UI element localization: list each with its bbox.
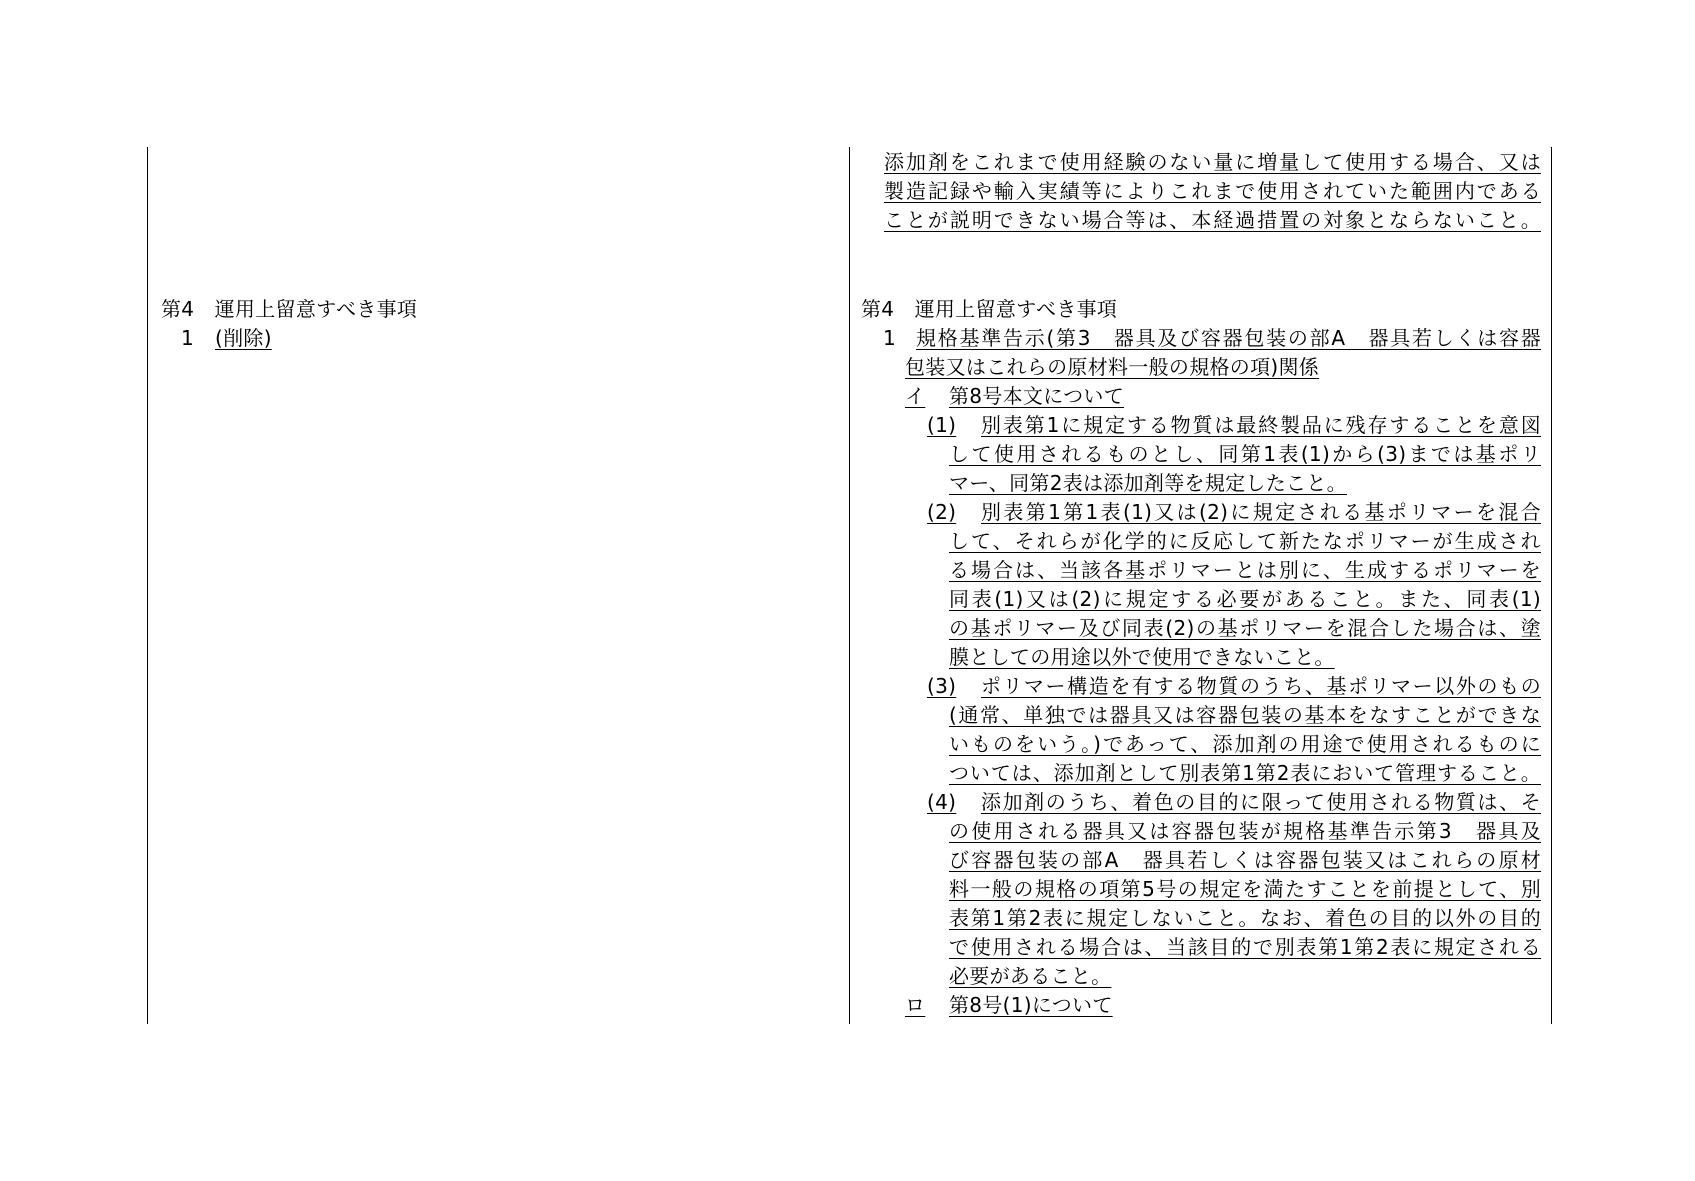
paragraph-line: マー、同第2表は添加剤等を規定したこと。 bbox=[949, 471, 1347, 495]
item-line: 包装又はこれらの原材料一般の規格の項)関係 bbox=[905, 355, 1320, 379]
paragraph-line: 表第1第2表に規定しないこと。なお、着色の目的以外の目的 bbox=[949, 906, 1541, 930]
subsection-label: ロ bbox=[905, 993, 926, 1017]
right-border-line bbox=[1551, 147, 1552, 1024]
item-line: 規格基準告示(第3 器具及び容器包装の部A 器具若しくは容器 bbox=[916, 326, 1541, 350]
paragraph-line: ついては、添加剤として別表第1第2表において管理すること。 bbox=[949, 761, 1541, 785]
paragraph-line: る場合は、当該各基ポリマーとは別に、生成するポリマーを bbox=[949, 558, 1541, 582]
section-heading: 第4 運用上留意すべき事項 bbox=[161, 297, 418, 321]
paragraph-line: して使用されるものとし、同第1表(1)から(3)までは基ポリ bbox=[949, 442, 1541, 466]
paragraph-line: 添加剤のうち、着色の目的に限って使用される物質は、そ bbox=[981, 790, 1541, 814]
paragraph-line: して、それらが化学的に反応して新たなポリマーが生成され bbox=[949, 529, 1541, 553]
item-number: 1 bbox=[883, 326, 897, 350]
subsection-title: 第8号本文について bbox=[949, 384, 1125, 408]
paragraph-line: ことが説明できない場合等は、本経過措置の対象とならないこと。 bbox=[884, 208, 1541, 232]
subsection-label: イ bbox=[905, 384, 926, 408]
paragraph-line: いものをいう。)であって、添加剤の用途で使用されるものに bbox=[949, 732, 1541, 756]
paragraph-line: の基ポリマー及び同表(2)の基ポリマーを混合した場合は、塗 bbox=[949, 616, 1541, 640]
paragraph-line: ポリマー構造を有する物質のうち、基ポリマー以外のもの bbox=[981, 674, 1541, 698]
paragraph-line: 同表(1)又は(2)に規定する必要があること。また、同表(1) bbox=[949, 587, 1541, 611]
paragraph-line: (通常、単独では器具又は容器包装の基本をなすことができな bbox=[949, 703, 1541, 727]
item-number: 1 bbox=[181, 326, 195, 350]
paragraph-line: 膜としての用途以外で使用できないこと。 bbox=[949, 645, 1335, 669]
paragraph-line: 添加剤をこれまで使用経験のない量に増量して使用する場合、又は bbox=[884, 150, 1541, 174]
paragraph-line: 製造記録や輸入実績等によりこれまで使用されていた範囲内である bbox=[884, 179, 1541, 203]
paragraph-label: (4) bbox=[927, 790, 957, 814]
paragraph-line: 別表第1に規定する物質は最終製品に残存することを意図 bbox=[981, 413, 1541, 437]
paragraph-line: で使用される場合は、当該目的で別表第1第2表に規定される bbox=[949, 935, 1541, 959]
paragraph-label: (2) bbox=[927, 500, 957, 524]
left-border-line bbox=[147, 147, 148, 1024]
column-divider-line bbox=[849, 147, 850, 1024]
paragraph-line: 必要があること。 bbox=[949, 964, 1112, 988]
paragraph-label: (3) bbox=[927, 674, 957, 698]
subsection-title: 第8号(1)について bbox=[949, 993, 1113, 1017]
paragraph-line: 料一般の規格の項第5号の規定を満たすことを前提として、別 bbox=[949, 877, 1541, 901]
section-heading: 第4 運用上留意すべき事項 bbox=[861, 297, 1118, 321]
paragraph-line: 別表第1第1表(1)又は(2)に規定される基ポリマーを混合 bbox=[981, 500, 1541, 524]
paragraph-label: (1) bbox=[927, 413, 957, 437]
paragraph-line: の使用される器具又は容器包装が規格基準告示第3 器具及 bbox=[949, 819, 1541, 843]
item-deleted-text: (削除) bbox=[215, 326, 272, 350]
paragraph-line: び容器包装の部A 器具若しくは容器包装又はこれらの原材 bbox=[949, 848, 1541, 872]
